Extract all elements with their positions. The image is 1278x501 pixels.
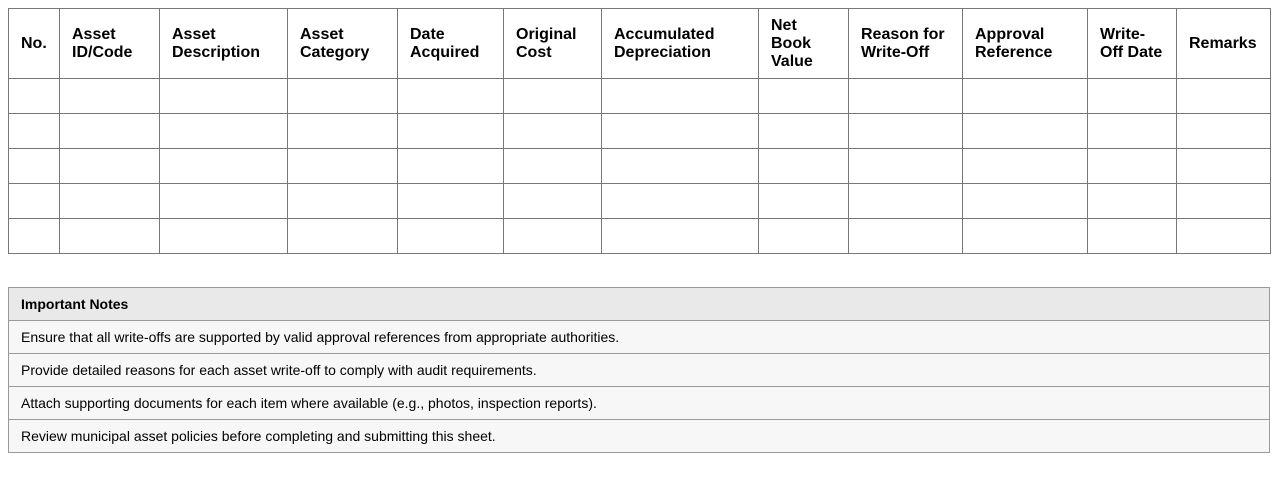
- cell-no[interactable]: [9, 114, 60, 149]
- cell-date-acquired[interactable]: [398, 114, 504, 149]
- note-row: [9, 354, 1270, 387]
- column-header-asset-id: Asset ID/Code: [60, 9, 160, 79]
- cell-writeoff-date[interactable]: [1088, 79, 1177, 114]
- column-header-no: No.: [9, 9, 60, 79]
- column-header-date-acquired: Date Acquired: [398, 9, 504, 79]
- cell-approval-reference[interactable]: [963, 149, 1088, 184]
- cell-no[interactable]: [9, 149, 60, 184]
- cell-net-book-value[interactable]: [759, 184, 849, 219]
- cell-original-cost[interactable]: [504, 219, 602, 254]
- cell-asset-description[interactable]: [160, 184, 288, 219]
- cell-original-cost[interactable]: [504, 114, 602, 149]
- cell-asset-category[interactable]: [288, 79, 398, 114]
- cell-reason-for-writeoff[interactable]: [849, 149, 963, 184]
- cell-remarks[interactable]: [1177, 114, 1271, 149]
- important-notes-table: [8, 287, 1270, 453]
- column-header-net-book-value: Net Book Value: [759, 9, 849, 79]
- cell-asset-description[interactable]: [160, 79, 288, 114]
- table-row: [9, 149, 1271, 184]
- cell-accumulated-depreciation[interactable]: [602, 114, 759, 149]
- column-header-approval-reference: Approval Reference: [963, 9, 1088, 79]
- note-row: [9, 420, 1270, 453]
- cell-no[interactable]: [9, 79, 60, 114]
- table-body: [9, 79, 1271, 254]
- cell-asset-description[interactable]: [160, 219, 288, 254]
- column-header-original-cost: Original Cost: [504, 9, 602, 79]
- cell-asset-id[interactable]: [60, 149, 160, 184]
- column-header-asset-description: Asset Description: [160, 9, 288, 79]
- important-notes-section: [8, 287, 1270, 453]
- cell-net-book-value[interactable]: [759, 79, 849, 114]
- cell-approval-reference[interactable]: [963, 114, 1088, 149]
- cell-asset-description[interactable]: [160, 149, 288, 184]
- note-item: Provide detailed reasons for each asset write-off to comply with audit requirements.: [9, 354, 1270, 387]
- note-row: [9, 321, 1270, 354]
- cell-date-acquired[interactable]: [398, 184, 504, 219]
- cell-accumulated-depreciation[interactable]: [602, 149, 759, 184]
- cell-date-acquired[interactable]: [398, 79, 504, 114]
- column-header-asset-category: Asset Category: [288, 9, 398, 79]
- cell-reason-for-writeoff[interactable]: [849, 184, 963, 219]
- table-header-row: [9, 9, 1271, 79]
- cell-accumulated-depreciation[interactable]: [602, 184, 759, 219]
- asset-writeoff-table: [8, 8, 1271, 254]
- cell-asset-id[interactable]: [60, 79, 160, 114]
- note-item: Attach supporting documents for each item where available (e.g., photos, inspection reports).: [9, 387, 1270, 420]
- asset-writeoff-sheet: [8, 8, 1270, 254]
- cell-approval-reference[interactable]: [963, 219, 1088, 254]
- column-header-writeoff-date: Write-Off Date: [1088, 9, 1177, 79]
- cell-original-cost[interactable]: [504, 184, 602, 219]
- cell-approval-reference[interactable]: [963, 184, 1088, 219]
- cell-asset-category[interactable]: [288, 149, 398, 184]
- cell-remarks[interactable]: [1177, 184, 1271, 219]
- cell-asset-description[interactable]: [160, 114, 288, 149]
- column-header-reason-for-writeoff: Reason for Write-Off: [849, 9, 963, 79]
- cell-no[interactable]: [9, 184, 60, 219]
- cell-remarks[interactable]: [1177, 219, 1271, 254]
- cell-remarks[interactable]: [1177, 149, 1271, 184]
- notes-heading-row: [9, 288, 1270, 321]
- cell-no[interactable]: [9, 219, 60, 254]
- cell-approval-reference[interactable]: [963, 79, 1088, 114]
- note-row: [9, 387, 1270, 420]
- table-row: [9, 114, 1271, 149]
- cell-net-book-value[interactable]: [759, 114, 849, 149]
- table-row: [9, 219, 1271, 254]
- column-header-remarks: Remarks: [1177, 9, 1271, 79]
- note-item: Review municipal asset policies before completing and submitting this sheet.: [9, 420, 1270, 453]
- cell-asset-category[interactable]: [288, 219, 398, 254]
- cell-net-book-value[interactable]: [759, 219, 849, 254]
- note-item: Ensure that all write-offs are supported by valid approval references from appropriate authorities.: [9, 321, 1270, 354]
- cell-original-cost[interactable]: [504, 79, 602, 114]
- cell-accumulated-depreciation[interactable]: [602, 79, 759, 114]
- cell-writeoff-date[interactable]: [1088, 184, 1177, 219]
- cell-date-acquired[interactable]: [398, 219, 504, 254]
- table-row: [9, 79, 1271, 114]
- cell-reason-for-writeoff[interactable]: [849, 79, 963, 114]
- cell-accumulated-depreciation[interactable]: [602, 219, 759, 254]
- cell-reason-for-writeoff[interactable]: [849, 114, 963, 149]
- cell-asset-category[interactable]: [288, 114, 398, 149]
- cell-writeoff-date[interactable]: [1088, 219, 1177, 254]
- cell-remarks[interactable]: [1177, 79, 1271, 114]
- cell-asset-category[interactable]: [288, 184, 398, 219]
- column-header-accumulated-depreciation: Accumulated Depreciation: [602, 9, 759, 79]
- cell-writeoff-date[interactable]: [1088, 114, 1177, 149]
- notes-heading: Important Notes: [9, 288, 1270, 321]
- cell-original-cost[interactable]: [504, 149, 602, 184]
- cell-net-book-value[interactable]: [759, 149, 849, 184]
- cell-asset-id[interactable]: [60, 114, 160, 149]
- cell-writeoff-date[interactable]: [1088, 149, 1177, 184]
- cell-reason-for-writeoff[interactable]: [849, 219, 963, 254]
- cell-asset-id[interactable]: [60, 184, 160, 219]
- table-row: [9, 184, 1271, 219]
- cell-date-acquired[interactable]: [398, 149, 504, 184]
- cell-asset-id[interactable]: [60, 219, 160, 254]
